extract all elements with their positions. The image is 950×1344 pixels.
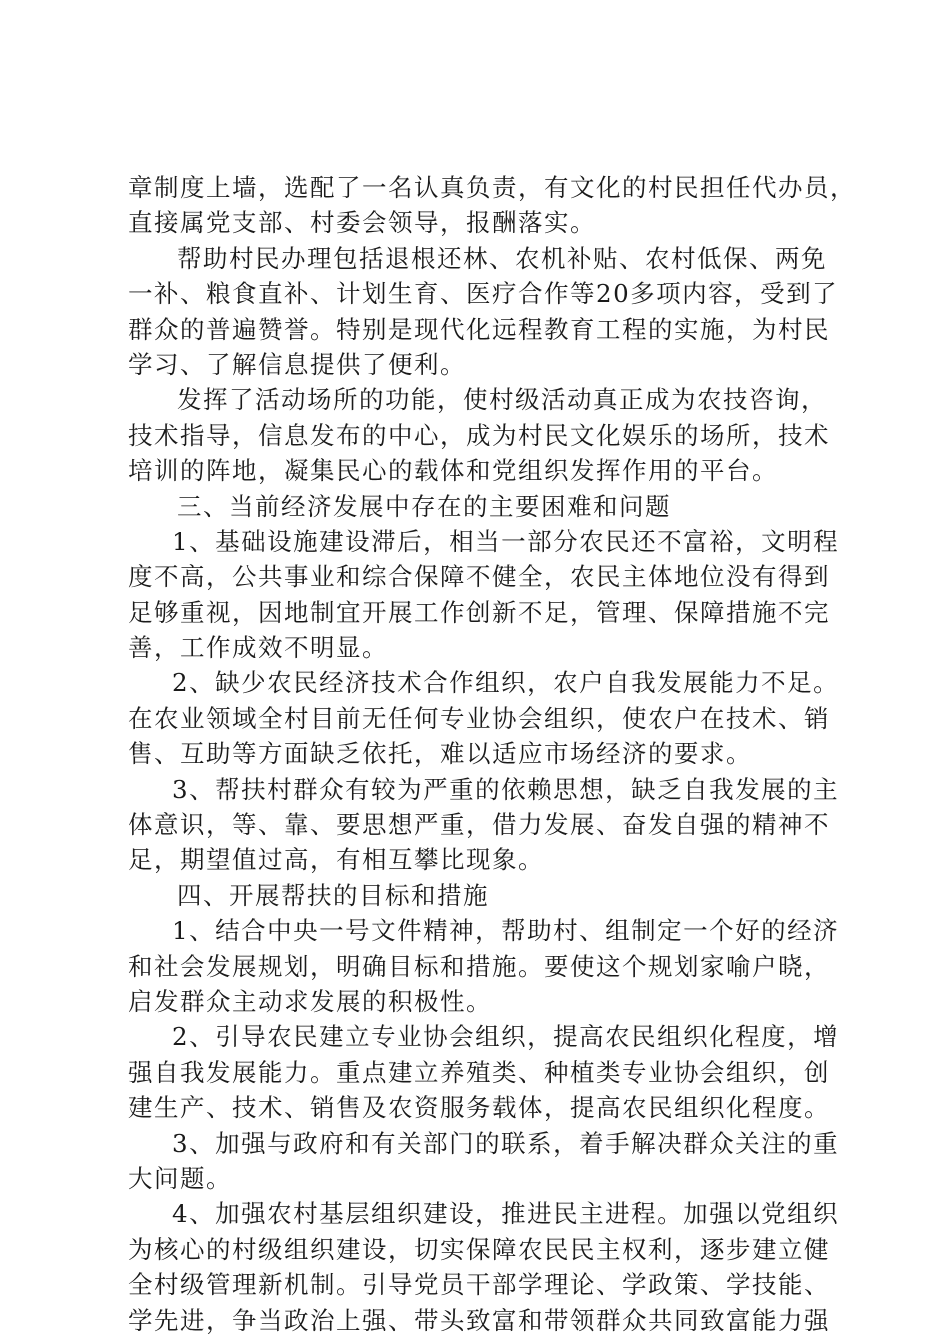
text-line: 度不高，公共事业和综合保障不健全，农民主体地位没有得到 [128, 562, 830, 592]
paragraph-start-line: 2、缺少农民经济技术合作组织，农户自我发展能力不足。 [172, 668, 840, 698]
text-line: 直接属党支部、村委会领导，报酬落实。 [128, 208, 596, 238]
text-line: 全村级管理新机制。引导党员干部学理论、学政策、学技能、 [128, 1270, 830, 1300]
text-line: 售、互助等方面缺乏依托，难以适应市场经济的要求。 [128, 739, 752, 769]
paragraph-start-line: 发挥了活动场所的功能，使村级活动真正成为农技咨询， [177, 385, 827, 415]
text-line: 建生产、技术、销售及农资服务载体，提高农民组织化程度。 [128, 1093, 830, 1123]
text-line: 强自我发展能力。重点建立养殖类、种植类专业协会组织，创 [128, 1057, 830, 1087]
text-line: 和社会发展规划，明确目标和措施。要使这个规划家喻户晓， [128, 951, 830, 981]
paragraph-start-line: 1、结合中央一号文件精神，帮助村、组制定一个好的经济 [172, 916, 840, 946]
text-line: 大问题。 [128, 1163, 232, 1193]
text-line: 善，工作成效不明显。 [128, 633, 388, 663]
section-heading-3: 三、当前经济发展中存在的主要困难和问题 [177, 491, 671, 521]
text-line: 群众的普遍赞誉。特别是现代化远程教育工程的实施，为村民 [128, 314, 830, 344]
paragraph-start-line: 3、加强与政府和有关部门的联系，着手解决群众关注的重 [172, 1128, 840, 1158]
text-line: 足够重视，因地制宜开展工作创新不足，管理、保障措施不完 [128, 597, 830, 627]
section-heading-4: 四、开展帮扶的目标和措施 [177, 880, 489, 910]
paragraph-start-line: 1、基础设施建设滞后，相当一部分农民还不富裕，文明程 [172, 526, 840, 556]
paragraph-start-line: 2、引导农民建立专业协会组织，提高农民组织化程度，增 [172, 1022, 840, 1052]
text-line: 足，期望值过高，有相互攀比现象。 [128, 845, 544, 875]
text-line: 一补、粮食直补、计划生育、医疗合作等20多项内容，受到了 [128, 279, 839, 309]
text-line: 在农业领域全村目前无任何专业协会组织，使农户在技术、销 [128, 703, 830, 733]
text-line: 培训的阵地，凝集民心的载体和党组织发挥作用的平台。 [128, 456, 778, 486]
text-line: 为核心的村级组织建设，切实保障农民民主权利，逐步建立健 [128, 1234, 830, 1264]
text-line: 体意识，等、靠、要思想严重，借力发展、奋发自强的精神不 [128, 810, 830, 840]
text-line: 学先进，争当政治上强、带头致富和带领群众共同致富能力强 [128, 1305, 830, 1335]
document-body [128, 170, 856, 1338]
text-line: 章制度上墙，选配了一名认真负责，有文化的村民担任代办员， [128, 173, 856, 202]
paragraph-start-line: 4、加强农村基层组织建设，推进民主进程。加强以党组织 [172, 1199, 840, 1229]
paragraph-start-line: 3、帮扶村群众有较为严重的依赖思想，缺乏自我发展的主 [172, 774, 840, 804]
text-line: 启发群众主动求发展的积极性。 [128, 986, 492, 1016]
paragraph-start-line: 帮助村民办理包括退根还林、农机补贴、农村低保、两免 [177, 243, 827, 273]
text-line: 学习、了解信息提供了便利。 [128, 349, 466, 379]
text-line: 技术指导，信息发布的中心，成为村民文化娱乐的场所，技术 [128, 420, 830, 450]
